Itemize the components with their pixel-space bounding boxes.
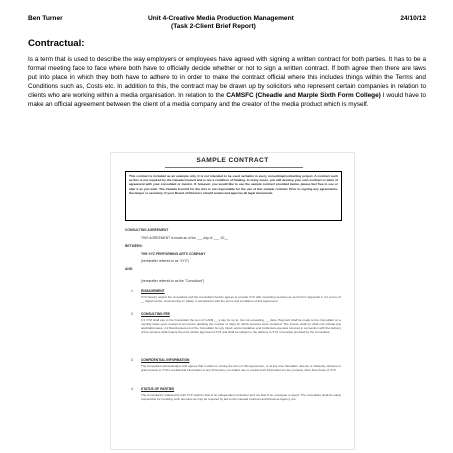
clause-number: 2.: [131, 312, 134, 316]
contract-party2-ref: (hereinafter referred to as the "Consultant"): [141, 279, 204, 283]
contract-title: SAMPLE CONTRACT: [196, 157, 269, 164]
contract-party1-ref: (hereinafter referred to as "XYZ"): [141, 259, 190, 263]
section-heading: Contractual:: [28, 38, 85, 49]
page-header: [28, 15, 426, 37]
clause-text: 2.1 XYZ shall pay to the Consultant the sum of CAD$ __ a day for up to, but not exceeding, __ days. Payment shall be made to the Consultant on a monthly basis upon receipt of an invoice detailing the number of days for which services were rendered. The invoice shall (or shall not) include any applicable taxes. 2.2 Reimbursement of the Consultant for any travel, accommodation and incidental expenses incurred in connection with the delivery of the services shall require the prior written approval of XYZ and shall be subject to the delivery to XYZ of receipts provided by the Consultant.: [141, 318, 341, 335]
clause-number: 3.: [131, 358, 134, 362]
clause-number: 1.: [131, 289, 134, 293]
paragraph-text-before: Is a term that is used to describe the way employers or employees have agreed with signing a written contract for both parties. It has to be a formal meeting face to face where both have to officially decide whether or not to sign a written contract. If both agree then there are laws put into place in which they both have to adhere to in order to make the contract official where this includes things within the Terms and Conditions such as, Costs etc. In addition to this, the contract may be drawn up by solicitors who represent certain companies in relation to clients who are working within a media organisation. In relation to the: [28, 56, 426, 100]
clause-heading: CONSULTING FEE: [141, 312, 170, 316]
header-author: Ben Turner: [28, 15, 63, 22]
clause-heading: ENGAGEMENT: [141, 289, 165, 293]
clause-number: 4.: [131, 387, 134, 391]
contract-agreement-made: THIS AGREEMENT is made as of the ___ day of ___, 20__: [141, 236, 228, 240]
clause-heading: CONFIDENTIAL INFORMATION: [141, 358, 190, 362]
contract-consulting-agreement: CONSULTING AGREEMENT: [125, 228, 169, 232]
sample-contract-image: [110, 152, 355, 450]
header-unit: Unit 4-Creative Media Production Management: [148, 15, 294, 22]
contract-between: BETWEEN:: [125, 244, 143, 248]
header-date: 24/10/12: [400, 15, 426, 22]
clause-heading: STATUS OF PARTIES: [141, 387, 175, 391]
paragraph-text-after: I would have to make an official agreement between the client of a media company and the creator of the media product which is myself.: [28, 92, 427, 109]
paragraph-college-name: CAMSFC (Cheadle and Marple Sixth Form College): [226, 92, 381, 100]
clause-text: XYZ hereby retains the Consultant and the Consultant hereby agrees to provide XYZ with consulting services as set forth in Appendix 1, for a term of __ days/months, commencing on [date], in accordance with the terms and conditions of this Agreement.: [141, 295, 341, 304]
header-task: (Task 2-Client Brief Report): [171, 23, 256, 30]
clause-text: The Consultant's relationship with XYZ shall be that of an independent contractor and not that of an employee or agent. The Consultant shall be solely responsible for remitting such amounts as may be required by law to the Canada Customs and Revenue Agency, the: [141, 393, 341, 402]
contract-title-rule: [165, 167, 303, 168]
contract-and: AND:: [125, 267, 134, 271]
contract-notice-box: This contract is included as an example only. It is not intended to be used verbatim in every consulting/contracting project. A contract such as this is not required by the Canada Council and is not a condition of funding. In many cases, you will develop your own contract or letter of agreement with your consultant or mentor. If, however, you would like to use the sample contract provided below, please feel free to use or alter it as you wish. The Canada Council for the Arts is not responsible for the use of this sample contract. Prior to signing any agreements, the lawyer or secretary of your Board of Directors should review and approve all legal documents.: [125, 171, 342, 221]
contract-party1: THE XYZ PERFORMING ARTS COMPANY: [141, 252, 206, 256]
body-paragraph: [28, 55, 426, 110]
clause-text: The Consultant acknowledges and agrees that it shall not, during the term of this Agreement, or at any time thereafter, directly or indirectly, disclose or grant access to XYZ's confidential information to any third party, nor shall it use or exploit such information for any purpose other than those of XYZ.: [141, 364, 341, 373]
